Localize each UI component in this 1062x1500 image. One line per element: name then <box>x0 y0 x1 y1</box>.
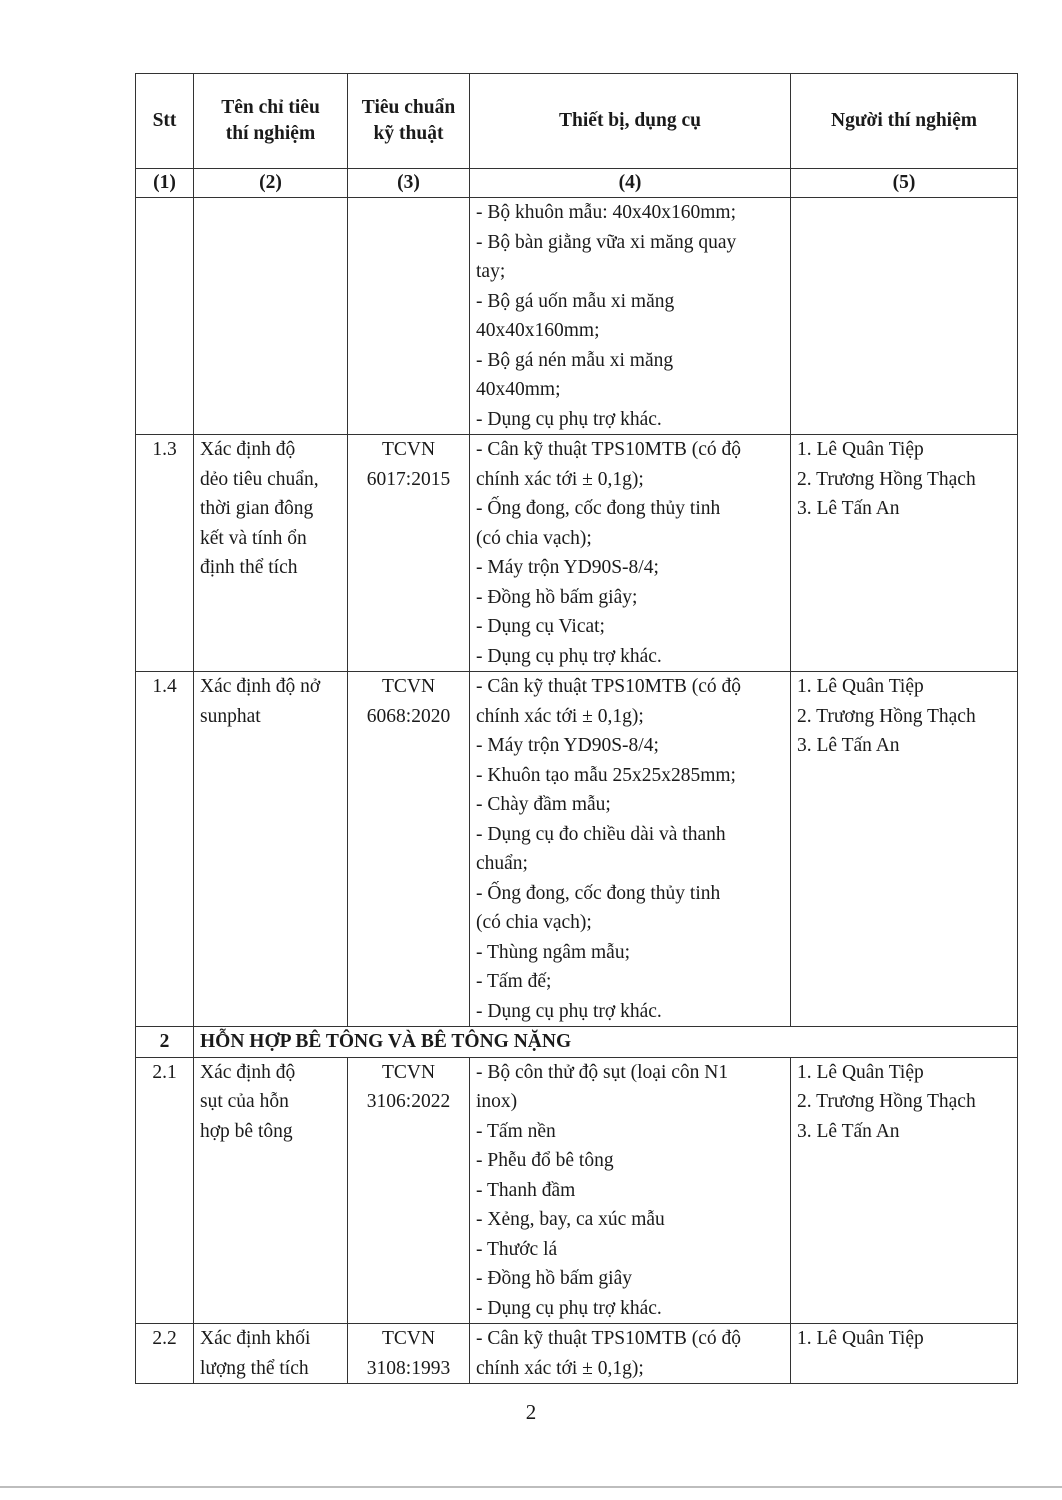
row-test-name-line: kết và tính ổn <box>200 527 307 549</box>
row-equipment-line: chính xác tới ± 0,1g); <box>476 468 644 490</box>
row-equipment-line: - Dụng cụ đo chiều dài và thanh <box>476 823 726 845</box>
row-test-name-line: dẻo tiêu chuẩn, <box>200 468 319 490</box>
table-row <box>136 198 1018 435</box>
rows-group-1 <box>136 198 1018 1027</box>
row-person-line: 3. Lê Tấn An <box>797 1120 900 1142</box>
row-test-name <box>194 198 348 435</box>
row-person-line: 3. Lê Tấn An <box>797 498 900 519</box>
row-equipment-line: inox) <box>476 1091 518 1112</box>
row-equipment-line: - Dụng cụ phụ trợ khác. <box>476 408 662 430</box>
row-person <box>791 198 1018 435</box>
header-person: Người thí nghiệm <box>791 74 1018 169</box>
row-test-name-line: Xác định độ <box>200 1061 296 1083</box>
row-standard-line: 6017:2015 <box>366 468 451 490</box>
row-equipment-line: 40x40mm; <box>476 379 561 400</box>
row-person-line: 1. Lê Quân Tiệp <box>797 1061 924 1083</box>
col-number: (5) <box>791 169 1018 198</box>
row-standard-line: 6068:2020 <box>366 705 451 727</box>
table-row <box>136 672 1018 1027</box>
row-test-name <box>194 672 348 1027</box>
row-equipment-line: - Dụng cụ phụ trợ khác. <box>476 1000 662 1022</box>
row-equipment-line: - Đồng hồ bấm giây <box>476 1268 632 1289</box>
row-equipment-line: - Phễu đổ bê tông <box>476 1150 614 1171</box>
row-equipment-line: 40x40x160mm; <box>476 320 600 341</box>
row-person <box>791 1057 1018 1324</box>
row-person-line: 1. Lê Quân Tiệp <box>797 439 924 460</box>
row-equipment-line: - Bộ côn thử độ sụt (loại côn N1 <box>476 1061 729 1083</box>
column-number-row <box>136 169 1018 198</box>
row-test-name <box>194 435 348 672</box>
row-equipment-line: - Dụng cụ Vicat; <box>476 616 605 637</box>
row-stt: 2.1 <box>136 1057 194 1324</box>
row-person-line: 2. Trương Hồng Thạch <box>797 705 976 727</box>
row-test-name-line: thời gian đông <box>200 498 314 519</box>
row-equipment-line: - Cân kỹ thuật TPS10MTB (có độ <box>476 439 742 460</box>
row-equipment-line: (có chia vạch); <box>476 527 592 549</box>
row-equipment-line: - Ống đong, cốc đong thủy tinh <box>476 498 721 519</box>
header-stt: Stt <box>136 74 194 169</box>
row-equipment-line: chuẩn; <box>476 853 528 874</box>
row-equipment-line: - Tấm đế; <box>476 971 552 992</box>
row-equipment-line: - Thanh đầm <box>476 1179 576 1201</box>
row-equipment-line: - Bộ bàn giằng vữa xi măng quay <box>476 231 737 253</box>
row-test-name-line: Xác định khối <box>200 1328 311 1349</box>
row-standard-line: 3108:1993 <box>366 1357 451 1379</box>
header-standard: Tiêu chuẩn kỹ thuật <box>348 74 470 169</box>
section-title: HỖN HỢP BÊ TÔNG VÀ BÊ TÔNG NẶNG <box>194 1027 1018 1058</box>
row-test-name-line: Xác định độ nở <box>200 676 321 697</box>
row-equipment-line: - Đồng hồ bấm giây; <box>476 586 638 608</box>
row-equipment-line: - Xẻng, bay, ca xúc mẫu <box>476 1209 665 1230</box>
row-standard-line: TCVN <box>381 1328 436 1349</box>
table-row <box>136 435 1018 672</box>
row-equipment-line: chính xác tới ± 0,1g); <box>476 705 644 727</box>
row-equipment-line: - Dụng cụ phụ trợ khác. <box>476 1297 662 1319</box>
row-equipment <box>470 1057 791 1324</box>
row-stt: 1.3 <box>136 435 194 672</box>
row-standard <box>348 1057 470 1324</box>
row-equipment-line: - Tấm nền <box>476 1120 556 1142</box>
row-standard <box>348 435 470 672</box>
row-standard-line: TCVN <box>381 676 436 697</box>
row-equipment-line: - Bộ gá nén mẫu xi măng <box>476 349 674 371</box>
section-row <box>136 1027 1018 1058</box>
rows-group-2 <box>136 1057 1018 1384</box>
row-equipment-line: - Máy trộn YD90S-8/4; <box>476 735 659 756</box>
row-equipment <box>470 435 791 672</box>
equipment-table <box>135 73 1018 1384</box>
row-test-name-line: Xác định độ <box>200 439 296 460</box>
row-equipment <box>470 198 791 435</box>
row-equipment-line: chính xác tới ± 0,1g); <box>476 1357 644 1379</box>
row-person-line: 3. Lê Tấn An <box>797 735 900 756</box>
row-test-name <box>194 1324 348 1384</box>
col-number: (1) <box>136 169 194 198</box>
row-standard-line: 3106:2022 <box>366 1091 451 1112</box>
row-test-name-line: sunphat <box>200 705 261 727</box>
row-equipment-line: - Chày đầm mẫu; <box>476 794 611 815</box>
row-test-name-line: sụt của hỗn <box>200 1091 289 1112</box>
col-number: (3) <box>348 169 470 198</box>
row-stt: 2.2 <box>136 1324 194 1384</box>
col-number: (4) <box>470 169 791 198</box>
header-test-name: Tên chỉ tiêu thí nghiệm <box>194 74 348 169</box>
bottom-rule <box>0 1486 1062 1488</box>
row-standard-line: TCVN <box>381 1061 436 1083</box>
row-equipment-line: - Cân kỹ thuật TPS10MTB (có độ <box>476 676 742 697</box>
table-row <box>136 1057 1018 1324</box>
section-stt: 2 <box>136 1027 194 1058</box>
row-test-name-line: hợp bê tông <box>200 1120 293 1142</box>
row-equipment-line: - Bộ gá uốn mẫu xi măng <box>476 290 675 312</box>
row-equipment-line: - Dụng cụ phụ trợ khác. <box>476 645 662 667</box>
row-equipment-line: - Cân kỹ thuật TPS10MTB (có độ <box>476 1328 742 1349</box>
row-stt <box>136 198 194 435</box>
row-standard <box>348 198 470 435</box>
row-person <box>791 435 1018 672</box>
row-equipment-line: - Thùng ngâm mẫu; <box>476 941 630 963</box>
row-person-line: 1. Lê Quân Tiệp <box>797 676 924 697</box>
row-test-name-line: định thể tích <box>200 557 298 578</box>
table-row <box>136 1324 1018 1384</box>
row-test-name-line: lượng thể tích <box>200 1357 309 1379</box>
row-equipment-line: - Thước lá <box>476 1238 558 1260</box>
row-equipment-line: tay; <box>476 261 506 282</box>
row-person-line: 1. Lê Quân Tiệp <box>797 1328 924 1349</box>
row-equipment-line: - Khuôn tạo mẫu 25x25x285mm; <box>476 764 736 786</box>
row-person <box>791 1324 1018 1384</box>
row-person-line: 2. Trương Hồng Thạch <box>797 468 976 490</box>
row-person <box>791 672 1018 1027</box>
row-standard <box>348 1324 470 1384</box>
row-equipment <box>470 1324 791 1384</box>
row-standard-line: TCVN <box>381 439 436 460</box>
row-equipment-line: - Ống đong, cốc đong thủy tinh <box>476 882 721 904</box>
row-person-line: 2. Trương Hồng Thạch <box>797 1091 976 1112</box>
row-equipment-line: - Bộ khuôn mẫu: 40x40x160mm; <box>476 202 736 223</box>
row-equipment-line: (có chia vạch); <box>476 912 592 933</box>
page-number: 2 <box>525 1400 537 1424</box>
row-standard <box>348 672 470 1027</box>
row-stt: 1.4 <box>136 672 194 1027</box>
header-equipment: Thiết bị, dụng cụ <box>470 74 791 169</box>
col-number: (2) <box>194 169 348 198</box>
row-test-name <box>194 1057 348 1324</box>
row-equipment <box>470 672 791 1027</box>
row-equipment-line: - Máy trộn YD90S-8/4; <box>476 557 659 578</box>
table-header-row <box>136 74 1018 169</box>
